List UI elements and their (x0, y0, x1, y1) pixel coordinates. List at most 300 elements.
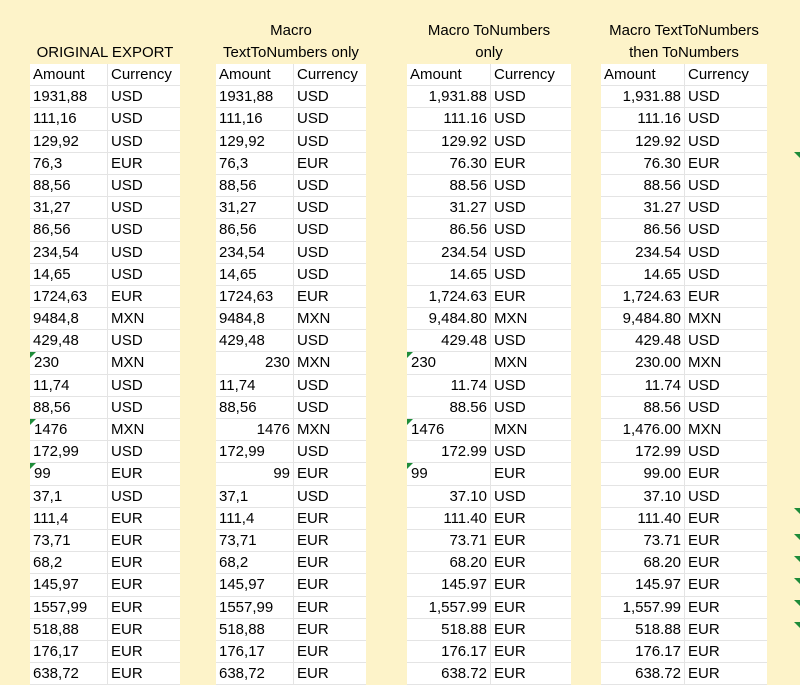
amount-cell[interactable]: 73.71 (601, 530, 685, 551)
header-row (407, 64, 571, 86)
amount-cell[interactable]: 518.88 (601, 619, 685, 640)
amount-cell[interactable]: 176.17 (407, 641, 491, 662)
currency-cell[interactable]: MXN (297, 421, 331, 438)
currency-cell[interactable]: USD (111, 88, 143, 106)
table-row (407, 397, 571, 419)
amount-cell[interactable]: 11,74 (216, 375, 294, 396)
currency-cell[interactable]: USD (494, 376, 526, 394)
currency-cell[interactable]: MXN (494, 310, 528, 328)
amount-cell[interactable]: 111,4 (216, 508, 294, 529)
amount-cell[interactable]: 1931,88 (30, 86, 108, 107)
table-row (407, 242, 571, 264)
currency-cell[interactable]: MXN (111, 354, 145, 372)
amount-cell-text-warning[interactable]: 230 (407, 352, 491, 373)
amount-cell[interactable]: 11.74 (601, 375, 685, 396)
currency-cell[interactable]: EUR (297, 531, 329, 549)
currency-cell[interactable]: EUR (494, 554, 526, 572)
column-header-currency[interactable]: Currency (297, 66, 358, 83)
currency-cell[interactable]: USD (297, 376, 329, 394)
amount-cell[interactable]: 31,27 (216, 197, 294, 218)
amount-cell[interactable]: 1476 (216, 419, 294, 440)
currency-cell[interactable]: USD (297, 243, 329, 261)
column-header-currency[interactable]: Currency (688, 66, 749, 83)
currency-cell[interactable]: MXN (688, 354, 722, 372)
amount-cell[interactable]: 518.88 (407, 619, 491, 640)
currency-cell[interactable]: USD (297, 88, 329, 106)
currency-cell[interactable]: EUR (688, 287, 720, 305)
currency-cell[interactable]: USD (494, 199, 526, 217)
amount-cell[interactable]: 111.40 (601, 508, 685, 529)
table-row (601, 397, 767, 419)
amount-cell[interactable]: 73,71 (216, 530, 294, 551)
amount-cell[interactable]: 234.54 (601, 242, 685, 263)
table-row (601, 175, 767, 197)
table-row (216, 597, 366, 619)
currency-cell[interactable]: EUR (688, 598, 720, 616)
amount-cell-text-warning[interactable]: 1476 (407, 419, 491, 440)
currency-cell[interactable]: EUR (494, 154, 526, 172)
amount-cell[interactable]: 111.16 (601, 108, 685, 129)
amount-cell[interactable]: 14,65 (216, 264, 294, 285)
currency-cell[interactable]: USD (111, 332, 143, 350)
currency-cell[interactable]: USD (111, 132, 143, 150)
currency-cell[interactable]: USD (297, 199, 329, 217)
table-row (601, 530, 767, 552)
amount-cell[interactable]: 234,54 (216, 242, 294, 263)
amount-cell[interactable]: 99 (216, 463, 294, 484)
currency-cell[interactable]: USD (111, 398, 143, 416)
amount-cell[interactable]: 88,56 (216, 397, 294, 418)
table-row (407, 175, 571, 197)
currency-cell[interactable]: USD (494, 243, 526, 261)
amount-cell[interactable]: 86,56 (216, 219, 294, 240)
currency-cell[interactable]: EUR (297, 154, 329, 172)
amount-cell[interactable]: 86,56 (30, 219, 108, 240)
currency-cell[interactable]: USD (111, 110, 143, 128)
amount-cell[interactable]: 172,99 (30, 441, 108, 462)
currency-cell[interactable]: EUR (297, 665, 329, 683)
amount-cell[interactable]: 111,4 (30, 508, 108, 529)
currency-cell[interactable]: EUR (111, 598, 143, 616)
amount-cell[interactable]: 129.92 (601, 131, 685, 152)
amount-cell[interactable]: 9,484.80 (407, 308, 491, 329)
amount-cell[interactable]: 1557,99 (216, 597, 294, 618)
amount-cell[interactable]: 1,931.88 (601, 86, 685, 107)
column-header-currency[interactable]: Currency (111, 66, 172, 83)
error-indicator-icon (794, 556, 800, 562)
amount-cell[interactable]: 37.10 (407, 486, 491, 507)
table-row (216, 86, 366, 108)
table-row (216, 486, 366, 508)
table-row (216, 463, 366, 485)
currency-cell[interactable]: EUR (111, 287, 143, 305)
amount-cell[interactable]: 1,724.63 (407, 286, 491, 307)
table-row (601, 663, 767, 685)
amount-cell[interactable]: 1,557.99 (407, 597, 491, 618)
currency-cell[interactable]: EUR (297, 554, 329, 572)
table-row (601, 486, 767, 508)
amount-cell[interactable]: 234.54 (407, 242, 491, 263)
table-row (30, 108, 180, 130)
currency-cell[interactable]: MXN (297, 354, 331, 372)
column-header-amount[interactable]: Amount (30, 64, 108, 85)
error-indicator-icon (794, 600, 800, 606)
amount-cell[interactable]: 172.99 (407, 441, 491, 462)
block-title (407, 21, 571, 64)
amount-cell-text-warning[interactable]: 230 (30, 352, 108, 373)
column-header-amount[interactable]: Amount (407, 64, 491, 85)
amount-cell[interactable]: 111.40 (407, 508, 491, 529)
amount-cell[interactable]: 176,17 (30, 641, 108, 662)
amount-cell[interactable]: 1,476.00 (601, 419, 685, 440)
currency-cell[interactable]: EUR (688, 531, 720, 549)
table-row (216, 219, 366, 241)
amount-cell[interactable]: 1931,88 (216, 86, 294, 107)
amount-cell[interactable]: 11.74 (407, 375, 491, 396)
currency-cell[interactable]: EUR (111, 531, 143, 549)
column-header-amount[interactable]: Amount (216, 64, 294, 85)
table-row (216, 175, 366, 197)
amount-cell[interactable]: 88,56 (216, 175, 294, 196)
table-row (407, 264, 571, 286)
currency-cell[interactable]: USD (297, 332, 329, 350)
amount-cell[interactable]: 31,27 (30, 197, 108, 218)
currency-cell[interactable]: EUR (494, 465, 526, 483)
amount-cell[interactable]: 68.20 (407, 552, 491, 573)
table-row (30, 131, 180, 153)
amount-cell[interactable]: 14.65 (601, 264, 685, 285)
currency-cell[interactable]: EUR (494, 620, 526, 638)
amount-cell[interactable]: 68,2 (30, 552, 108, 573)
amount-cell[interactable]: 88.56 (601, 175, 685, 196)
table-row (216, 286, 366, 308)
table-row (601, 463, 767, 485)
currency-cell[interactable]: USD (688, 376, 720, 394)
table-row (216, 330, 366, 352)
table-row (407, 86, 571, 108)
currency-cell[interactable]: MXN (111, 421, 145, 438)
amount-cell[interactable]: 9484,8 (216, 308, 294, 329)
amount-cell[interactable]: 518,88 (216, 619, 294, 640)
amount-cell[interactable]: 172,99 (216, 441, 294, 462)
table-row (216, 663, 366, 685)
amount-cell[interactable]: 145.97 (601, 574, 685, 595)
currency-cell[interactable]: EUR (494, 642, 526, 660)
table-row (216, 530, 366, 552)
currency-cell[interactable]: USD (297, 487, 329, 505)
table-row (601, 308, 767, 330)
currency-cell[interactable]: USD (688, 132, 720, 150)
table-row (407, 419, 571, 441)
block-title (30, 21, 180, 64)
amount-cell[interactable]: 88,56 (30, 175, 108, 196)
amount-cell[interactable]: 111.16 (407, 108, 491, 129)
table-row (30, 153, 180, 175)
currency-cell[interactable]: EUR (688, 154, 720, 172)
amount-cell-text-warning[interactable]: 1476 (30, 419, 108, 440)
table-row (216, 375, 366, 397)
currency-cell[interactable]: USD (111, 243, 143, 261)
amount-cell[interactable]: 1,931.88 (407, 86, 491, 107)
amount-cell[interactable]: 638.72 (407, 663, 491, 684)
amount-cell[interactable]: 1,724.63 (601, 286, 685, 307)
table-row (601, 242, 767, 264)
amount-cell[interactable]: 111,16 (216, 108, 294, 129)
currency-cell[interactable]: MXN (688, 310, 722, 328)
amount-cell[interactable]: 176.17 (601, 641, 685, 662)
currency-cell[interactable]: EUR (494, 531, 526, 549)
table-row (601, 286, 767, 308)
amount-cell[interactable]: 176,17 (216, 641, 294, 662)
currency-cell[interactable]: USD (494, 332, 526, 350)
table-row (407, 508, 571, 530)
amount-cell-text-warning[interactable]: 99 (407, 463, 491, 484)
table-row (601, 219, 767, 241)
currency-cell[interactable]: EUR (494, 665, 526, 683)
currency-cell[interactable]: USD (688, 176, 720, 194)
currency-cell[interactable]: EUR (494, 598, 526, 616)
currency-cell[interactable]: USD (494, 487, 526, 505)
currency-cell[interactable]: EUR (688, 576, 720, 594)
currency-cell[interactable]: USD (688, 265, 720, 283)
block-title-line: ORIGINAL EXPORT (36, 44, 174, 61)
amount-cell[interactable]: 111,16 (30, 108, 108, 129)
currency-cell[interactable]: MXN (297, 310, 331, 328)
table-row (30, 86, 180, 108)
amount-cell[interactable]: 37.10 (601, 486, 685, 507)
table-row (30, 264, 180, 286)
table-row (407, 663, 571, 685)
table-row (601, 264, 767, 286)
currency-cell[interactable]: EUR (688, 665, 720, 683)
currency-cell[interactable]: USD (297, 176, 329, 194)
currency-cell[interactable]: MXN (494, 354, 528, 372)
currency-cell[interactable]: USD (688, 221, 720, 239)
column-header-amount[interactable]: Amount (601, 64, 685, 85)
currency-cell[interactable]: EUR (297, 598, 329, 616)
table-row (216, 419, 366, 441)
currency-cell[interactable]: USD (494, 176, 526, 194)
amount-cell[interactable]: 76.30 (407, 153, 491, 174)
table-row (601, 641, 767, 663)
currency-cell[interactable]: EUR (688, 620, 720, 638)
amount-cell[interactable]: 638,72 (30, 663, 108, 684)
currency-cell[interactable]: EUR (494, 576, 526, 594)
currency-cell[interactable]: USD (688, 398, 720, 416)
currency-cell[interactable]: EUR (688, 509, 720, 527)
amount-cell[interactable]: 145.97 (407, 574, 491, 595)
table-row (601, 552, 767, 574)
table-row (601, 131, 767, 153)
currency-cell[interactable]: EUR (297, 509, 329, 527)
amount-cell[interactable]: 88.56 (407, 175, 491, 196)
block-title-line: Macro ToNumbers (427, 22, 551, 39)
amount-cell[interactable]: 9,484.80 (601, 308, 685, 329)
currency-cell[interactable]: EUR (494, 509, 526, 527)
amount-cell[interactable]: 31.27 (407, 197, 491, 218)
currency-cell[interactable]: USD (297, 110, 329, 128)
currency-cell[interactable]: EUR (297, 642, 329, 660)
table-row (216, 441, 366, 463)
table-row (216, 131, 366, 153)
currency-cell[interactable]: USD (688, 88, 720, 106)
amount-cell[interactable]: 1557,99 (30, 597, 108, 618)
amount-cell[interactable]: 129.92 (407, 131, 491, 152)
amount-cell[interactable]: 14.65 (407, 264, 491, 285)
currency-cell[interactable]: USD (688, 487, 720, 505)
currency-cell[interactable]: USD (111, 221, 143, 239)
amount-cell[interactable]: 230.00 (601, 352, 685, 373)
currency-cell[interactable]: USD (297, 398, 329, 416)
table-row (30, 219, 180, 241)
currency-cell[interactable]: EUR (111, 620, 143, 638)
amount-cell[interactable]: 1,557.99 (601, 597, 685, 618)
amount-cell[interactable]: 76,3 (216, 153, 294, 174)
amount-cell[interactable]: 1724,63 (30, 286, 108, 307)
currency-cell[interactable]: USD (688, 443, 720, 461)
currency-cell[interactable]: EUR (111, 509, 143, 527)
table-row (30, 663, 180, 685)
currency-cell[interactable]: EUR (111, 665, 143, 683)
table-row (407, 308, 571, 330)
amount-cell[interactable]: 429,48 (30, 330, 108, 351)
amount-cell[interactable]: 88.56 (601, 397, 685, 418)
table-row (30, 242, 180, 264)
amount-cell-text-warning[interactable]: 99 (30, 463, 108, 484)
currency-cell[interactable]: USD (494, 132, 526, 150)
block-title-line: Macro (270, 22, 312, 39)
currency-cell[interactable]: USD (494, 265, 526, 283)
currency-cell[interactable]: USD (688, 243, 720, 261)
currency-cell[interactable]: USD (297, 265, 329, 283)
currency-cell[interactable]: MXN (688, 421, 722, 438)
amount-cell[interactable]: 145,97 (30, 574, 108, 595)
currency-cell[interactable]: EUR (111, 465, 143, 483)
table-row (407, 574, 571, 596)
currency-cell[interactable]: USD (111, 176, 143, 194)
currency-cell[interactable]: USD (688, 199, 720, 217)
error-indicator-icon (794, 508, 800, 514)
table-row (30, 286, 180, 308)
amount-cell[interactable]: 429.48 (407, 330, 491, 351)
amount-cell[interactable]: 230 (216, 352, 294, 373)
currency-cell[interactable]: EUR (111, 642, 143, 660)
amount-cell[interactable]: 31.27 (601, 197, 685, 218)
currency-cell[interactable]: USD (111, 487, 143, 505)
currency-cell[interactable]: USD (111, 443, 143, 461)
currency-cell[interactable]: EUR (494, 287, 526, 305)
currency-cell[interactable]: USD (297, 443, 329, 461)
amount-cell[interactable]: 145,97 (216, 574, 294, 595)
column-header-currency[interactable]: Currency (494, 66, 555, 83)
amount-cell[interactable]: 234,54 (30, 242, 108, 263)
amount-cell[interactable]: 9484,8 (30, 308, 108, 329)
amount-cell[interactable]: 14,65 (30, 264, 108, 285)
table-row (30, 308, 180, 330)
amount-cell[interactable]: 37,1 (216, 486, 294, 507)
error-indicator-icon (794, 622, 800, 628)
amount-cell[interactable]: 638.72 (601, 663, 685, 684)
currency-cell[interactable]: EUR (297, 576, 329, 594)
currency-cell[interactable]: USD (297, 221, 329, 239)
currency-cell[interactable]: EUR (688, 642, 720, 660)
table-row (601, 574, 767, 596)
table-row (30, 508, 180, 530)
amount-cell[interactable]: 37,1 (30, 486, 108, 507)
amount-cell[interactable]: 73,71 (30, 530, 108, 551)
table-row (407, 108, 571, 130)
amount-cell[interactable]: 11,74 (30, 375, 108, 396)
amount-cell[interactable]: 68,2 (216, 552, 294, 573)
table-row (30, 175, 180, 197)
currency-cell[interactable]: EUR (111, 554, 143, 572)
amount-cell[interactable]: 429,48 (216, 330, 294, 351)
amount-cell[interactable]: 172.99 (601, 441, 685, 462)
table-row (601, 419, 767, 441)
table-row (216, 619, 366, 641)
amount-cell[interactable]: 86.56 (407, 219, 491, 240)
table-row (601, 86, 767, 108)
amount-cell[interactable]: 1724,63 (216, 286, 294, 307)
table-row (601, 375, 767, 397)
currency-cell[interactable]: USD (494, 398, 526, 416)
amount-cell[interactable]: 86.56 (601, 219, 685, 240)
currency-cell[interactable]: USD (297, 132, 329, 150)
currency-cell[interactable]: EUR (688, 554, 720, 572)
currency-cell[interactable]: MXN (494, 421, 528, 438)
currency-cell[interactable]: MXN (111, 310, 145, 328)
currency-cell[interactable]: USD (111, 376, 143, 394)
currency-cell[interactable]: USD (111, 265, 143, 283)
currency-cell[interactable]: USD (494, 110, 526, 128)
error-indicator-icon (794, 578, 800, 584)
amount-cell[interactable]: 76,3 (30, 153, 108, 174)
error-indicator-icon (794, 534, 800, 540)
currency-cell[interactable]: USD (688, 332, 720, 350)
amount-cell[interactable]: 73.71 (407, 530, 491, 551)
table-row (30, 641, 180, 663)
amount-cell[interactable]: 68.20 (601, 552, 685, 573)
amount-cell[interactable]: 129,92 (30, 131, 108, 152)
currency-cell[interactable]: EUR (688, 465, 720, 483)
currency-cell[interactable]: EUR (111, 576, 143, 594)
amount-cell[interactable]: 518,88 (30, 619, 108, 640)
table-row (601, 153, 767, 175)
table-row (216, 264, 366, 286)
table-row (30, 619, 180, 641)
currency-cell[interactable]: USD (494, 88, 526, 106)
header-row (30, 64, 180, 86)
currency-cell[interactable]: USD (494, 443, 526, 461)
currency-cell[interactable]: EUR (297, 465, 329, 483)
amount-cell[interactable]: 99.00 (601, 463, 685, 484)
table-row (407, 441, 571, 463)
currency-cell[interactable]: EUR (111, 154, 143, 172)
amount-cell[interactable]: 76.30 (601, 153, 685, 174)
table-row (601, 508, 767, 530)
amount-cell[interactable]: 129,92 (216, 131, 294, 152)
data-table (407, 64, 571, 685)
amount-cell[interactable]: 429.48 (601, 330, 685, 351)
amount-cell[interactable]: 88.56 (407, 397, 491, 418)
currency-cell[interactable]: EUR (297, 620, 329, 638)
currency-cell[interactable]: USD (111, 199, 143, 217)
currency-cell[interactable]: EUR (297, 287, 329, 305)
amount-cell[interactable]: 88,56 (30, 397, 108, 418)
amount-cell[interactable]: 638,72 (216, 663, 294, 684)
currency-cell[interactable]: USD (494, 221, 526, 239)
currency-cell[interactable]: USD (688, 110, 720, 128)
